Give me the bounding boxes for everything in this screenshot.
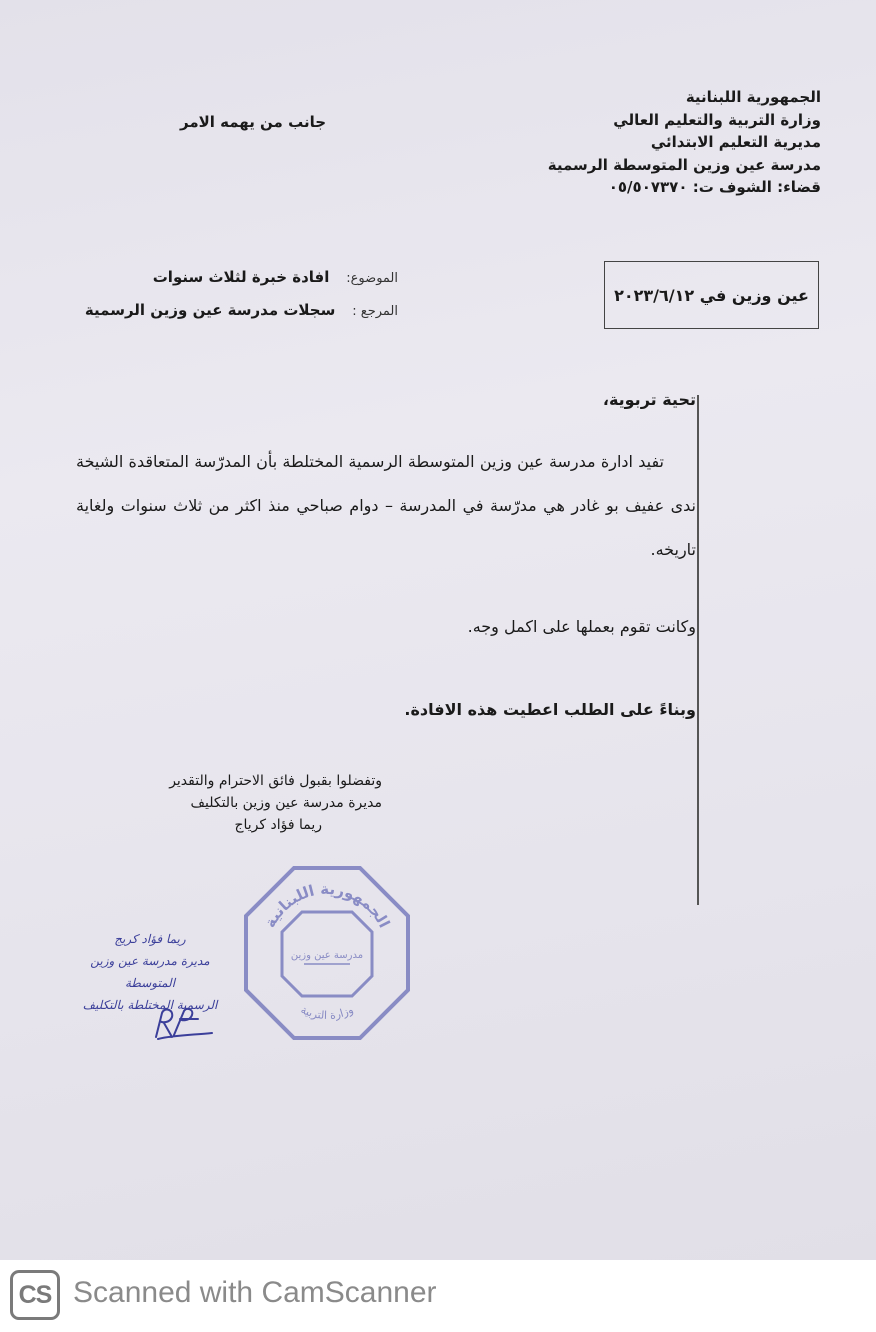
greeting: تحية تربوية، [602, 390, 696, 409]
camscanner-footer [0, 1260, 876, 1332]
handnote-line-title: مديرة مدرسة عين وزين المتوسطة [90, 954, 210, 990]
closing-line-name: ريما فؤاد كرياج [234, 817, 322, 833]
body-paragraph-2: وكانت تقوم بعملها على اكمل وجه. [467, 617, 696, 636]
margin-rule [697, 395, 699, 905]
addressee: جانب من يهمه الامر [180, 113, 327, 131]
subject-row [153, 268, 398, 286]
camscanner-text: Scanned with CamScanner [73, 1276, 437, 1309]
signature-stroke [156, 1009, 212, 1039]
closing-block [82, 770, 382, 836]
official-stamp [238, 864, 416, 1042]
closing-line-title: مديرة مدرسة عين وزين بالتكليف [190, 795, 382, 811]
letterhead-line-district-phone: قضاء: الشوف ت: ٠٥/٥٠٧٣٧٠ [608, 178, 821, 196]
subject-label: الموضوع: [346, 271, 398, 286]
letterhead-line-directorate: مديرية التعليم الابتدائي [650, 133, 821, 151]
reference-value: سجلات مدرسة عين وزين الرسمية [84, 301, 336, 319]
camscanner-logo: CS [10, 1270, 60, 1320]
reference-row [85, 301, 398, 319]
closing-line-regards: وتفضلوا بقبول فائق الاحترام والتقدير [169, 773, 382, 789]
body-paragraph-3: وبناءً على الطلب اعطيت هذه الافادة. [404, 700, 696, 719]
letterhead-line-school: مدرسة عين وزين المتوسطة الرسمية [547, 155, 821, 174]
letterhead [548, 86, 821, 199]
handwritten-note [65, 928, 235, 1016]
subject-value: افادة خبرة لثلاث سنوات [152, 268, 330, 286]
letterhead-line-republic: الجمهورية اللبنانية [685, 88, 821, 106]
signature [150, 1005, 220, 1045]
body-paragraph-1: تفيد ادارة مدرسة عين وزين المتوسطة الرسمية المختلطة بأن المدرّسة المتعاقدة الشيخة ندى عفيف بو غادر هي مدرّسة في المدرسة – دوام صباحي منذ اكثر من ثلاث سنوات ولغاية تاريخه. [76, 452, 696, 559]
stamp-outer-text: الجمهورية اللبنانية [260, 879, 394, 931]
letterhead-line-ministry: وزارة التربية والتعليم العالي [613, 110, 821, 129]
reference-label: المرجع : [352, 304, 398, 319]
stamp-inner-text: مدرسة عين وزين [290, 950, 364, 961]
handnote-line-assignment: الرسمية المختلطة بالتكليف [82, 998, 218, 1012]
date-box: عين وزين في ٢٠٢٣/٦/١٢ [604, 261, 819, 329]
handnote-line-name: ريما فؤاد كريج [114, 932, 186, 946]
stamp-bottom-text: وزارة التربية [298, 1003, 356, 1023]
